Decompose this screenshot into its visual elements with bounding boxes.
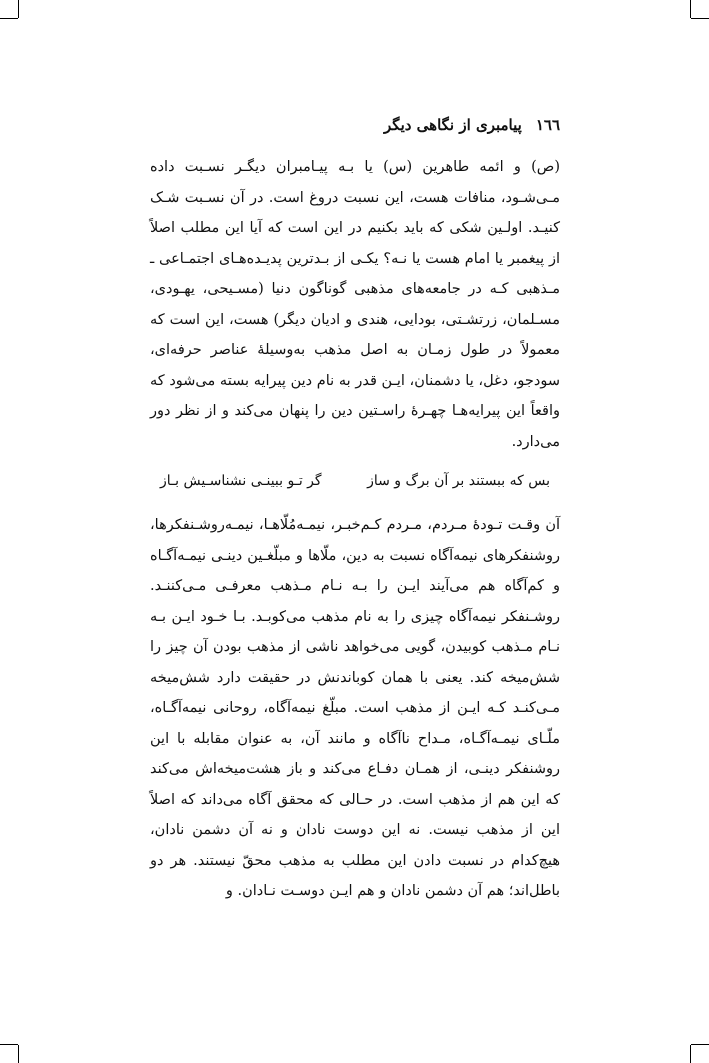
page-number: ١٦٦ <box>535 116 560 134</box>
verse-hemistich-first: بس که ببستند بر آن برگ و ساز <box>367 473 550 489</box>
running-header <box>150 112 560 138</box>
crop-mark <box>691 18 709 19</box>
crop-mark <box>690 0 691 18</box>
crop-mark <box>0 1044 18 1045</box>
crop-mark <box>18 0 19 18</box>
verse-hemistich-second: گر تـو ببینـی نشناسـیش بـاز <box>160 473 322 489</box>
crop-mark <box>18 1045 19 1063</box>
crop-mark <box>690 1045 691 1063</box>
running-title: پیامبری از نگاهی دیگر <box>384 116 522 134</box>
paragraph-1: (ص) و ائمه طاهرین (س) یا بـه پیـامبران دیگـر نسـبت داده مـی‌شـود، منافات هست، این نسبت دروغ است. در آن نسـبت شـک کنیـد. اولـین شکی که باید بکنیم در این است که آیا این مطلب اصلاً از پیغمبر یا امام هست یا نـه؟ یکـی از بـدترین پدیـده‌هـای اجتمـاعی ـ مـذهبی کـه در جامعه‌های مذهبی گوناگون دنیا (مسـیحی، یهـودی، مسـلمان، زرتشـتی، بودایی، هندی و ادیان دیگر) هست، این است که معمولاً در طول زمـان به اصل مذهب به‌وسیلهٔ عناصر حرفه‌ای، سودجو، دغل، یا دشمنان، ایـن قدر به نام دین پیرایه بسته می‌شود که واقعاً این پیرایه‌هـا چهـرهٔ راسـتین دین را پنهان می‌کند و از نظر دور می‌دارد. <box>150 159 560 450</box>
crop-mark <box>691 1044 709 1045</box>
paragraph-2: آن وقـت تـودهٔ مـردم، مـردم کـم‌خبـر، نیمـه‌مُلّاهـا، نیمـه‌روشـنفکرها، روشنفکرهای نیمه‌آگاه نسبت به دین، ملّاها و مبلّغـین دینـی نیمـه‌آگـاه و کم‌آگاه هم می‌آیند ایـن را بـه نـام مـذهب معرفـی مـی‌کننـد. روشـنفکر نیمه‌آگاه چیزی را به نام مذهب می‌کوبـد. بـا خـود ایـن بـه نـام مـذهب کوبیدن، گویی می‌خواهد ناشی از مذهب بودن آن چیز را شش‌میخه کند. یعنی با همان کوباندنش در حقیقت دارد شش‌میخه مـی‌کنـد کـه ایـن از مذهب است. مبلّغ نیمه‌آگاه، روحانی نیمه‌آگـاه، ملّـای نیمـه‌آگـاه، مـداح ناآگاه و مانند آن، به عنوان مقابله با این روشنفکر دینـی، از همـان دفـاع می‌کند و باز هشت‌میخه‌اش می‌کند که این هم از مذهب است. در حـالی که محقق آگاه می‌داند که اصلاً این از مذهب نیست. نه این دوست نادان و نه آن دشمن نادان، هیچ‌کدام در نسبت دادن این مطلب به مذهب محقّ نیستند. هر دو باطل‌اند؛ هم آن دشمن نادان و هم ایـن دوسـت نـادان. و <box>150 517 560 899</box>
crop-mark <box>0 18 18 19</box>
poetry-verse <box>150 467 560 495</box>
